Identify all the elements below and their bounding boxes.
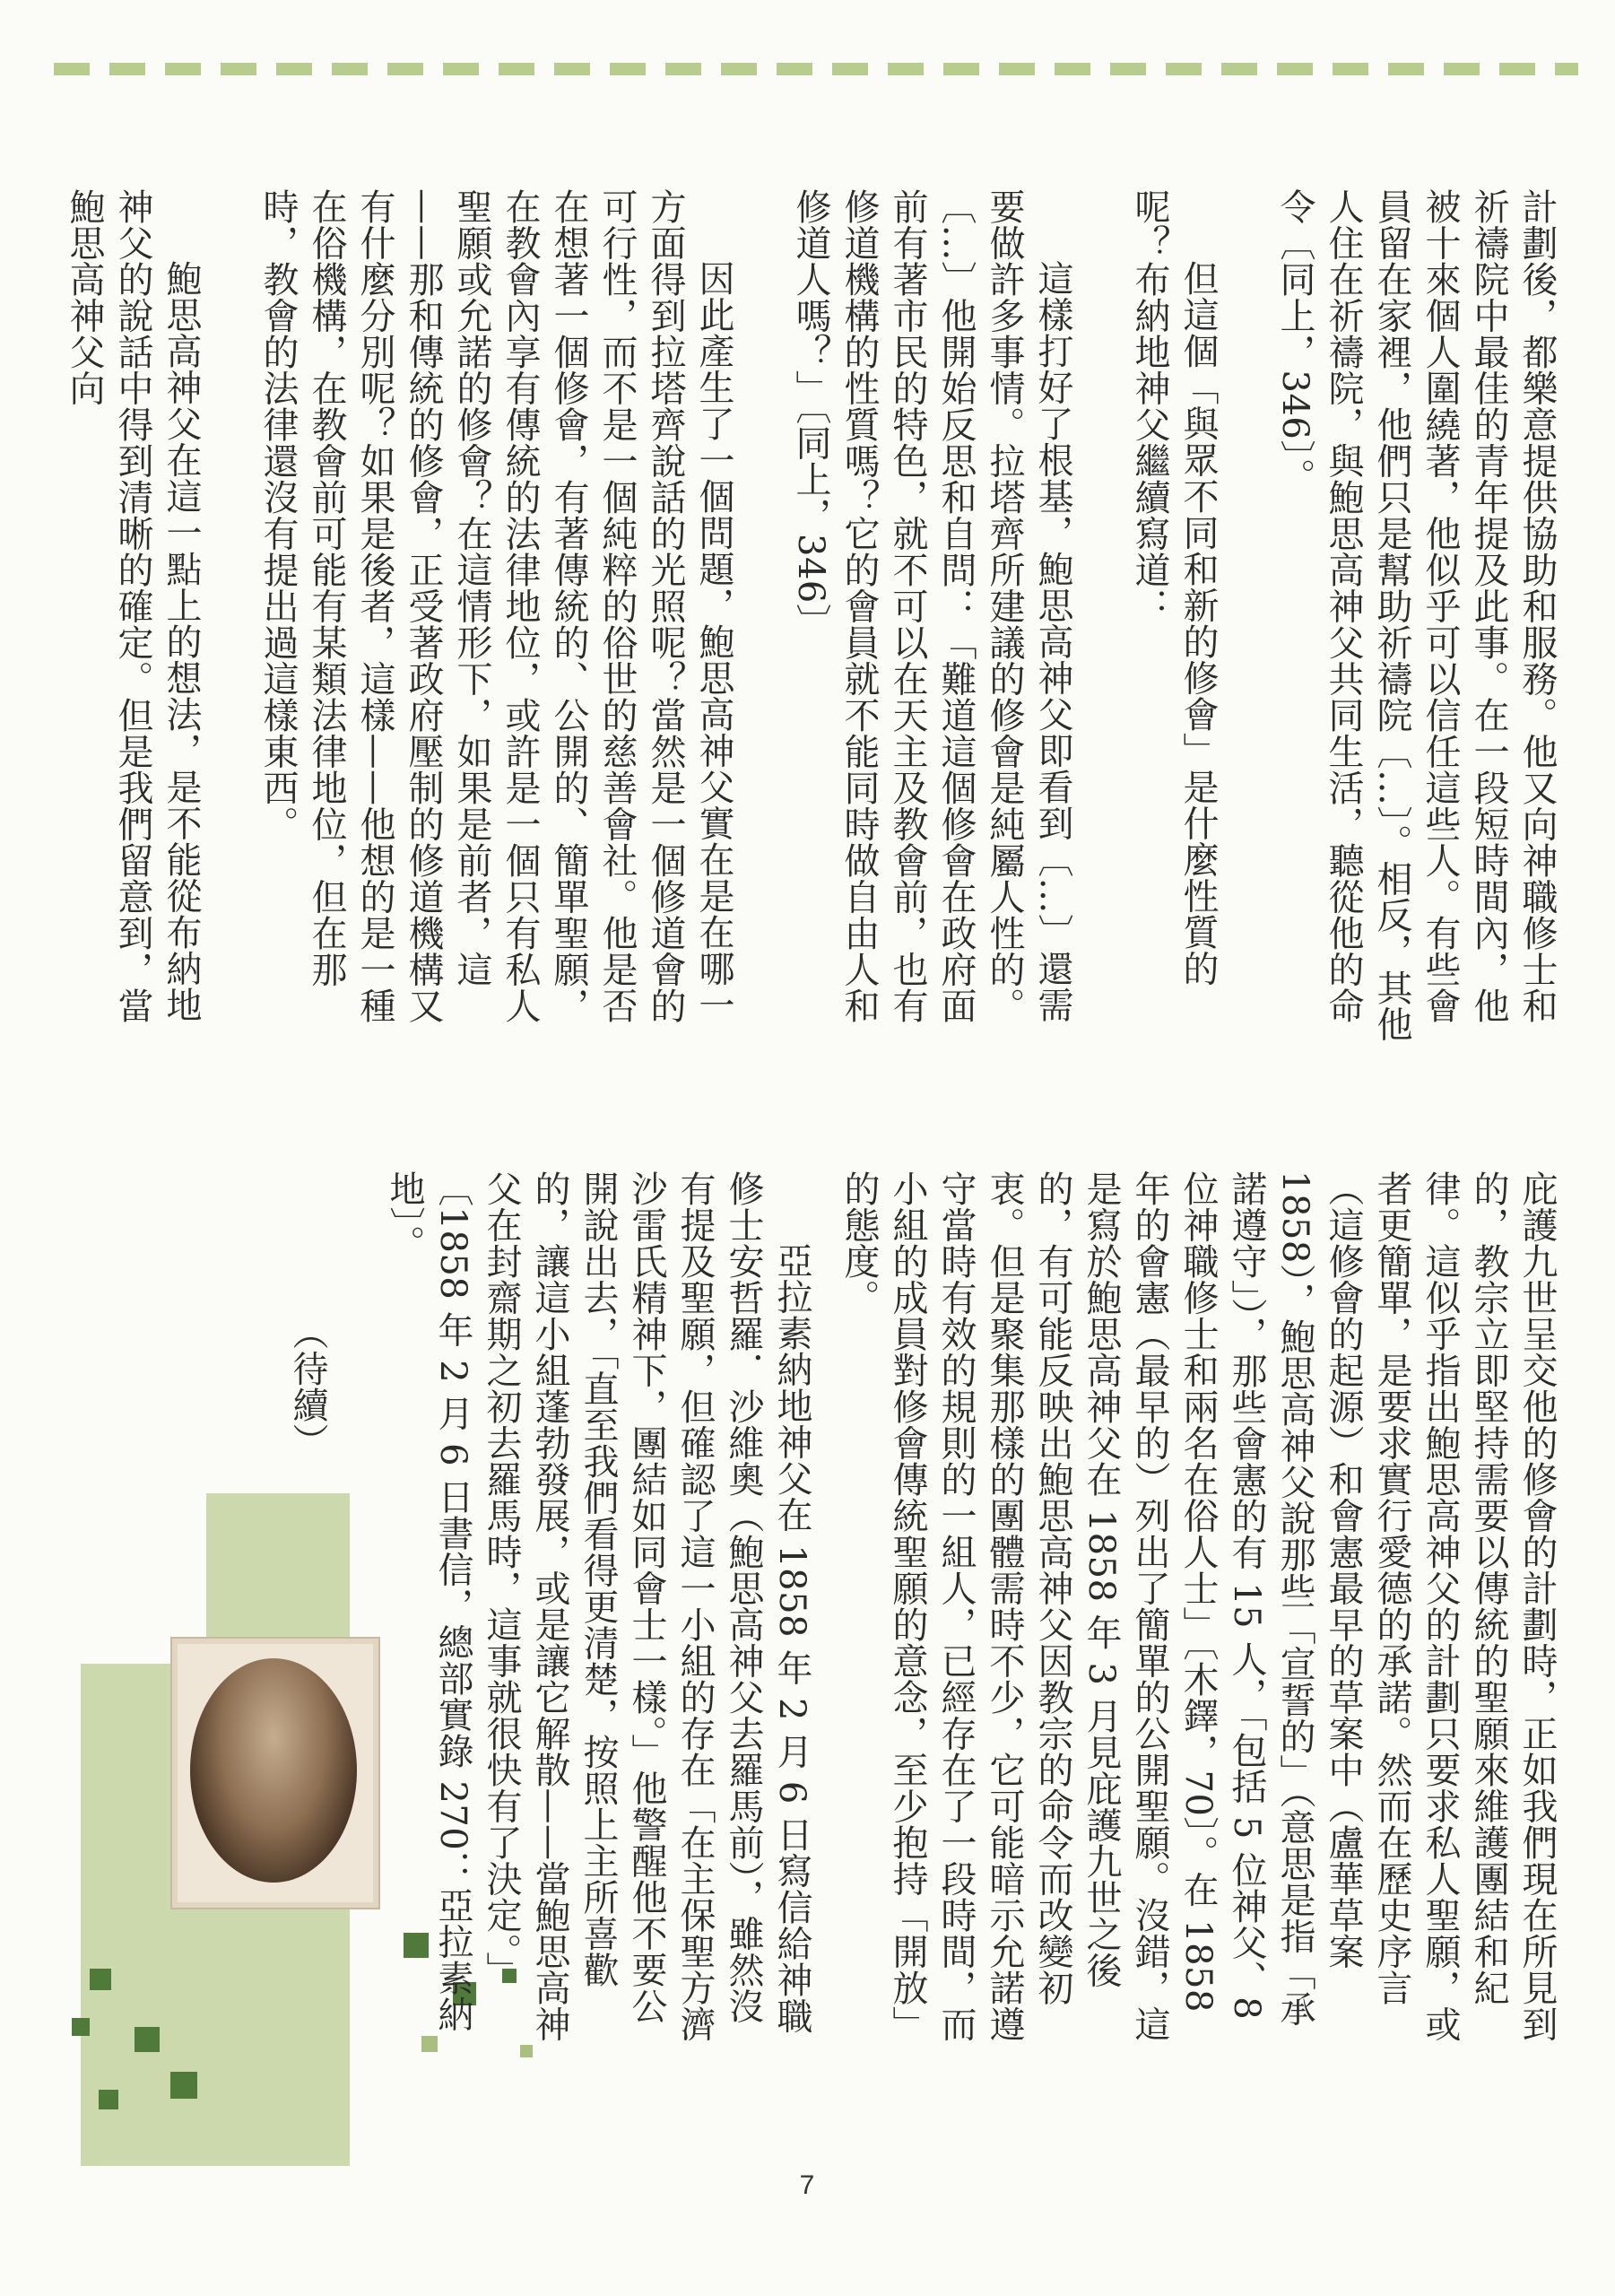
paragraph: 庇護九世呈交他的修會的計劃時，正如我們現在所見到的，教宗立即堅持需要以傳統的聖願來維護團結和紀律。這似乎指出鮑思高神父的計劃只要求私人聖願，或者更簡單，是要求實行愛德的承諾。然而在歷史序言（這修會的起源）和會憲最早的草案中（盧華草案 1858），鮑思高神父說那些「宣誓的」（意思是指「承諾遵守」），那些會憲的有 15 人，「包括 5 位神父、8 位神職修士和兩名在俗人士」〔木鐸，70〕。在 1858 年的會憲（最早的）列出了簡單的公開聖願。沒錯，這是寫於鮑思高神父在 1858 年 3 月見庇護九世之後的，有可能反映出鮑思高神父因教宗的命令而改變初衷。但是聚集那樣的團體需時不少，它可能暗示允諾遵守當時有效的規則的一組人，已經存在了一段時間，而小組的成員對修會傳統聖願的意念，至少抱持「開放」的態度。	[838, 1170, 1558, 2042]
paragraph: 但這個「與眾不同和新的修會」是什麼性質的呢？布納地神父繼續寫道：	[1129, 188, 1219, 987]
paragraph: 計劃後，都樂意提供協助和服務。他又向神職修士和祈禱院中最佳的青年提及此事。在一段短時間內，他被十來個人圍繞著，他似乎可以信任這些人。有些會員留在家裡，他們只是幫助祈禱院〔…〕。相反，其他人住在祈禱院，與鮑思高神父共同生活，聽從他的命令〔同上，346〕。	[1274, 188, 1558, 1042]
to-be-continued: （待續）	[287, 1314, 328, 1459]
paragraph: 因此產生了一個問題，鮑思高神父實在是在哪一方面得到拉塔齊說話的光照呢？當然是一個修道會的可行性，而不是一個純粹的俗世的慈善會社。他是否在想著一個修會，有著傳統的、公開的、簡單聖願，在教會內享有傳統的法律地位，或許是一個只有私人聖願或允諾的修會？在這情形下，如果是前者，這——那和傳統的修會，正受著政府壓制的修道機構又有什麼分別呢？如果是後者，這樣——他想的是一種在俗機構，在教會前可能有某類法律地位，但在那時，教會的法律還沒有提出過這樣東西。	[257, 188, 734, 1024]
decorative-square	[170, 2072, 197, 2099]
article-bottom-left-column	[242, 1170, 816, 2058]
decorative-square	[135, 2027, 160, 2052]
decorative-square	[72, 2018, 90, 2036]
article-top-column	[64, 188, 1561, 1049]
paragraph: 亞拉素納地神父在 1858 年 2 月 6 日寫信給神職修士安哲羅．沙維奧（鮑思高神父去羅馬前），雖然沒有提及聖願，但確認了這一小組的存在「在主保聖方濟沙雷氏精神下，團結如同會士一樣。」他警醒他不要公開說出去，「直至我們看得更清楚，按照上主所喜歡的，讓這小組蓬勃發展，或是讓它解散——當鮑思高神父在封齋期之初去羅馬時，這事就很快有了決定。」〔1858 年 2 月 6 日書信，總部實錄 270：亞拉素納地〕。	[384, 1170, 812, 2042]
paragraph: 鮑思高神父在這一點上的想法，是不能從布納地神父的說話中得到清晰的確定。但是我們留意到，當鮑思高神父向	[64, 188, 202, 1024]
decorative-square	[90, 1969, 111, 1990]
top-dashed-border	[54, 63, 1578, 75]
paragraph: 這樣打好了根基，鮑思高神父即看到〔…〕還需要做許多事情。拉塔齊所建議的修會是純屬人性的。〔…〕他開始反思和自問：「難道這個修會在政府面前有著市民的特色，就不可以在天主及教會前，也有修道機構的性質嗎？它的會員就不能同時做自由人和修道人嗎？」〔同上，346〕	[790, 188, 1073, 1024]
decorative-square	[99, 2090, 118, 2109]
page-number: 7	[799, 2170, 815, 2200]
article-bottom-right-column	[781, 1170, 1561, 2058]
